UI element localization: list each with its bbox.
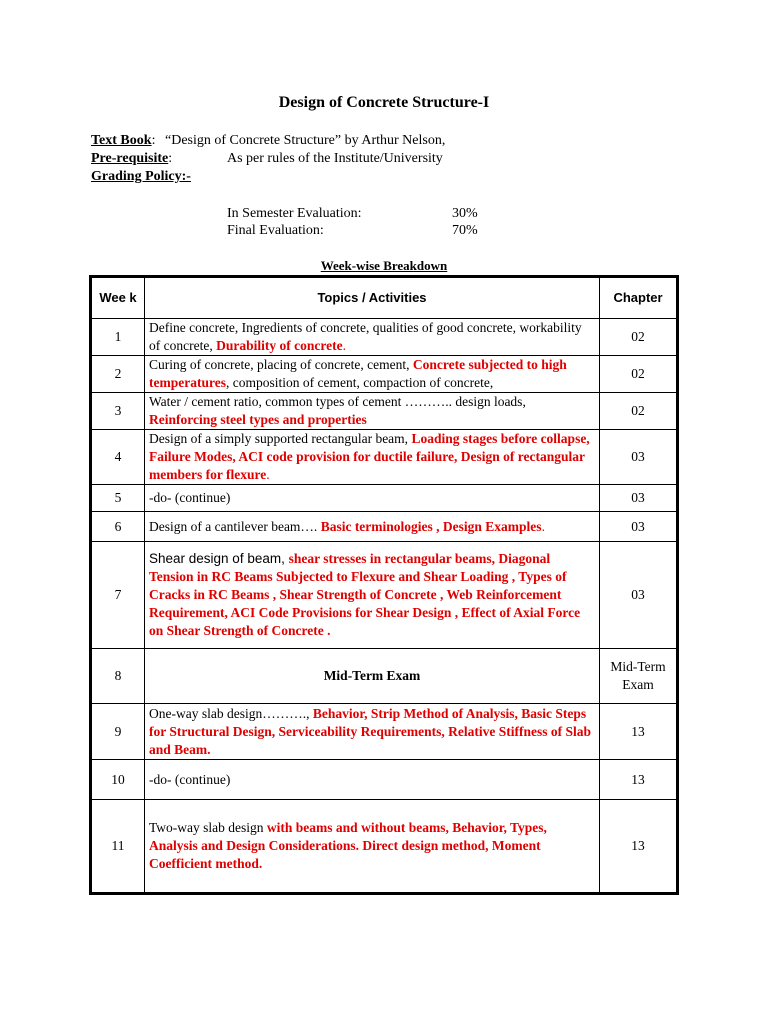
table-row (91, 760, 678, 800)
chapter-cell: 03 (600, 485, 678, 512)
week-cell: 7 (91, 542, 145, 649)
grading-policy-label: Grading Policy:- (91, 169, 191, 184)
topic-cell (145, 319, 600, 356)
chapter-cell: 02 (600, 319, 678, 356)
table-row (91, 704, 678, 760)
chapter-cell: 13 (600, 800, 678, 894)
prerequisite-label: Pre-requisite (91, 151, 169, 166)
topic-plain: Curing of concrete, placing of concrete, cement, (149, 357, 413, 372)
chapter-cell: Mid-Term Exam (600, 649, 678, 704)
topic-plain: Design of a simply supported rectangular beam, (149, 431, 412, 446)
week-cell: 1 (91, 319, 145, 356)
grading-item-value: 70% (452, 223, 478, 238)
chapter-cell: 03 (600, 430, 678, 485)
breakdown-title: Week-wise Breakdown (320, 258, 448, 273)
text-book-colon: : (151, 133, 156, 148)
topic-cell (145, 356, 600, 393)
topic-cell (145, 393, 600, 430)
grading-item-name: Final Evaluation: (227, 223, 324, 238)
header-chapter: Chapter (600, 277, 678, 319)
topic-cell (145, 485, 600, 512)
grading-item-value: 30% (452, 206, 478, 221)
chapter-cell: 03 (600, 542, 678, 649)
table-row (91, 485, 678, 512)
week-cell: 9 (91, 704, 145, 760)
week-cell: 2 (91, 356, 145, 393)
chapter-cell: 02 (600, 356, 678, 393)
mid-term-cell: Mid-Term Exam (145, 649, 600, 704)
week-cell: 8 (91, 649, 145, 704)
topic-highlight: with beams and without beams, Behavior, Types, Analysis and Design Considerations. Direct design method, Moment Coefficient method. (149, 820, 547, 871)
text-book-value: “Design of Concrete Structure” by Arthur Nelson, (165, 133, 446, 148)
topic-cell (145, 512, 600, 542)
topic-highlight: shear stresses in rectangular beams, Diagonal Tension in RC Beams Subjected to Flexure and Shear Loading , Types of Cracks in RC Beams , Shear Strength of Concrete , Web Reinforcement Requirement, ACI Code Provisions for Shear Design , Effect of Axial Force on Shear Strength of Concrete . (149, 551, 581, 638)
table-row (91, 393, 678, 430)
topic-cell (145, 760, 600, 800)
table-row (91, 800, 678, 894)
table-row (91, 512, 678, 542)
grading-policy-line (91, 168, 191, 186)
topic-plain: Shear design of beam, (149, 551, 289, 566)
topic-highlight: Reinforcing steel types and properties (149, 412, 367, 427)
topic-plain: Two-way slab design (149, 820, 267, 835)
week-cell: 11 (91, 800, 145, 894)
topic-highlight: Loading stages before collapse, Failure Modes, ACI code provision for ductile failure, Design of rectangular members for flexure (149, 431, 590, 482)
chapter-cell: 13 (600, 760, 678, 800)
topic-highlight: Basic terminologies , Design Examples (320, 518, 542, 534)
header-topics: Topics / Activities (145, 277, 600, 319)
text-book-line (91, 132, 446, 150)
week-breakdown-table (89, 275, 679, 895)
topic-plain: Water / cement ratio, common types of cement ……….. design loads, (149, 394, 526, 409)
topic-highlight: Durability of concrete (216, 338, 343, 353)
prerequisite-value: As per rules of the Institute/University (227, 151, 443, 166)
chapter-cell: 02 (600, 393, 678, 430)
topic-tail: . (541, 518, 545, 534)
table-row (91, 542, 678, 649)
grading-item (227, 222, 527, 239)
topic-plain: One-way slab design………., (149, 705, 313, 721)
header-week: Wee k (91, 277, 145, 319)
topic-tail: . (266, 467, 270, 482)
topic-highlight: Behavior, Strip Method of Analysis, Basic Steps for Structural Design, Serviceability Requirements, Relative Stiffness of Slab and Beam. (149, 705, 591, 757)
grading-item-name: In Semester Evaluation: (227, 206, 362, 221)
table-row (91, 319, 678, 356)
chapter-cell: 03 (600, 512, 678, 542)
table-row (91, 430, 678, 485)
topic-tail: , composition of cement, compaction of concrete, (225, 375, 494, 390)
document-title: Design of Concrete Structure-I (278, 94, 490, 111)
text-book-label: Text Book (91, 133, 152, 148)
week-cell: 3 (91, 393, 145, 430)
grading-item (227, 205, 527, 222)
week-cell: 4 (91, 430, 145, 485)
topic-cell (145, 704, 600, 760)
topic-cell (145, 542, 600, 649)
topic-plain: Design of a cantilever beam…. (149, 518, 321, 534)
prerequisite-line (91, 150, 443, 168)
table-header-row (91, 277, 678, 319)
week-cell: 6 (91, 512, 145, 542)
week-cell: 10 (91, 760, 145, 800)
topic-tail: . (342, 338, 346, 353)
topic-plain: -do- (continue) (149, 771, 231, 787)
table-row (91, 649, 678, 704)
table-row (91, 356, 678, 393)
topic-cell (145, 430, 600, 485)
topic-cell (145, 800, 600, 894)
topic-highlight: Concrete subjected to high temperatures (149, 357, 567, 390)
topic-plain: Define concrete, Ingredients of concrete, qualities of good concrete, workability of concrete, (149, 320, 582, 353)
week-cell: 5 (91, 485, 145, 512)
chapter-cell: 13 (600, 704, 678, 760)
prerequisite-colon: : (168, 151, 173, 166)
topic-plain: -do- (continue) (149, 490, 231, 505)
